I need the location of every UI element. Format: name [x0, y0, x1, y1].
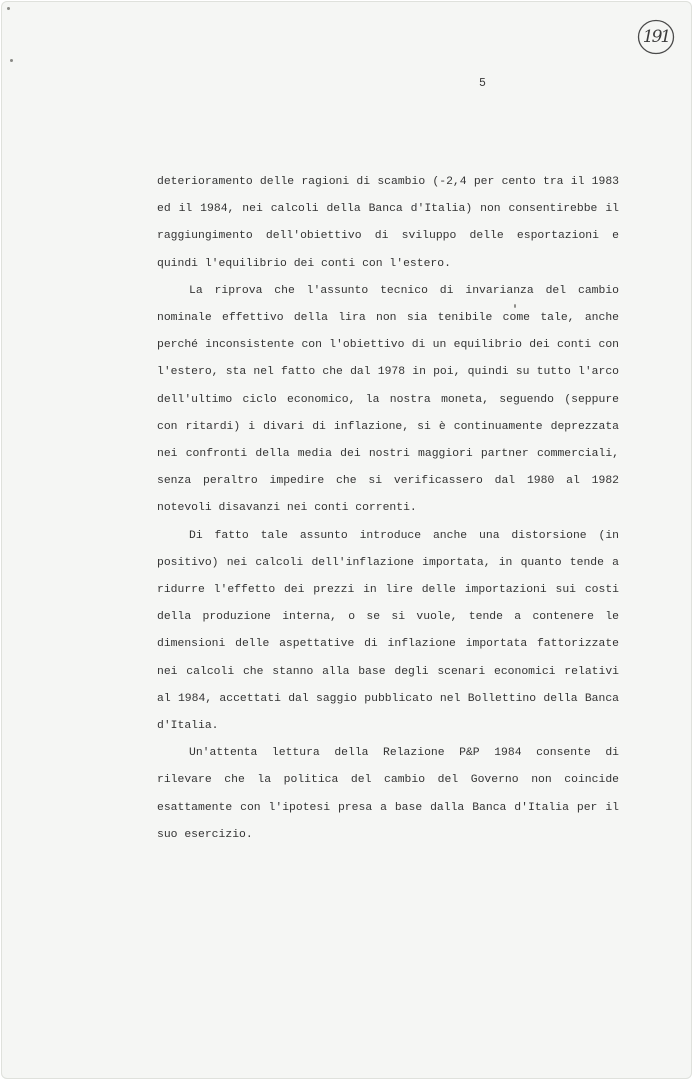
page-number: 5	[479, 77, 486, 90]
paragraph-3: Di fatto tale assunto introduce anche una distorsione (in positivo) nei calcoli dell'inflazione importata, in quanto tende a ridurre l'effetto dei prezzi in lire delle importazioni sui costi della produzione interna, o se si vuole, tende a contenere le dimensioni delle aspettative di inflazione importata fattorizzate nei calcoli che stanno alla base degli scenari economici relativi al 1984, accettati dal saggio pubblicato nel Bollettino della Banca d'Italia.	[157, 529, 619, 733]
paragraph-4: Un'attenta lettura della Relazione P&P 1984 consente di rilevare che la politica del cambio del Governo non coincide esattamente con l'ipotesi presa a base dalla Banca d'Italia per il suo esercizio.	[157, 747, 619, 841]
document-page	[1, 1, 692, 1079]
paragraph-2: La riprova che l'assunto tecnico di invarianza del cambio nominale effettivo della lira non sia tenibile come tale, anche perché inconsistente con l'obiettivo di un equilibrio dei conti con l'estero, sta nel fatto che dal 1978 in poi, quindi su tutto l'arco dell'ultimo ciclo economico, la nostra moneta, seguendo (seppure con ritardi) i divari di inflazione, si è continuamente deprezzata nei confronti della media dei nostri maggiori partner commerciali, senza peraltro impedire che si verificassero dal 1980 al 1982 notevoli disavanzi nei conti correnti.	[157, 284, 619, 515]
body-text	[157, 169, 619, 849]
paragraph-1: deterioramento delle ragioni di scambio (-2,4 per cento tra il 1983 ed il 1984, nei calcoli della Banca d'Italia) non consentirebbe il raggiungimento dell'obiettivo di sviluppo delle esportazioni e quindi l'equilibrio dei conti con l'estero.	[157, 176, 619, 270]
stamp-number: 191	[642, 27, 670, 47]
scan-speck	[10, 59, 13, 62]
scan-speck	[7, 7, 10, 10]
